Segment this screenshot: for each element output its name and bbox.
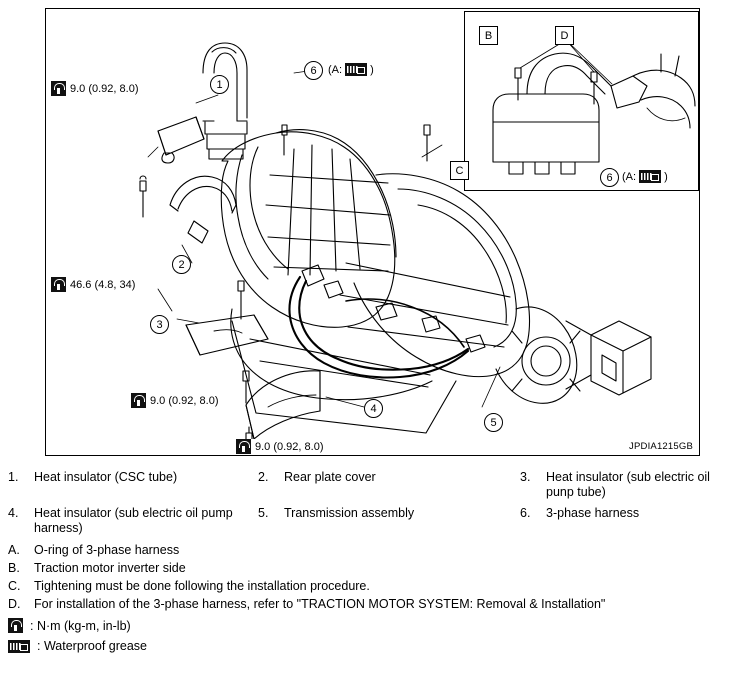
- figure-code: JPDIA1215GB: [629, 441, 693, 452]
- legend-note-d-text: For installation of the 3-phase harness, refer to "TRACTION MOTOR SYSTEM: Removal & Installation": [34, 597, 606, 611]
- a-mark-inset: [622, 170, 668, 183]
- symbol-grease-text: : Waterproof grease: [37, 639, 148, 653]
- legend-item-6-number: 6.: [520, 506, 531, 520]
- callout-3: 3: [150, 315, 169, 334]
- grease-icon-main: [345, 63, 367, 76]
- legend-item-6-text: 3-phase harness: [546, 506, 640, 520]
- symbol-torque-text: : N·m (kg-m, in-lb): [30, 618, 131, 633]
- legend-note-d: [8, 597, 730, 612]
- legend-item-2-text: Rear plate cover: [284, 470, 376, 484]
- legend-item-3-number: 3.: [520, 470, 531, 484]
- a-mark-close-main: ): [370, 63, 374, 76]
- legend-item-5-number: 5.: [258, 506, 269, 520]
- torque-value-1: 9.0 (0.92, 8.0): [70, 82, 139, 95]
- legend-item-5-text: Transmission assembly: [284, 506, 415, 520]
- torque-label-1: [51, 81, 139, 96]
- torque-value-3: 9.0 (0.92, 8.0): [150, 394, 219, 407]
- legend-item-1: [8, 470, 258, 500]
- legend-notes: [8, 543, 730, 612]
- grease-icon-inset: [639, 170, 661, 183]
- callout-6-inset: 6: [600, 168, 619, 187]
- legend-note-a: [8, 543, 730, 558]
- torque-label-4: [236, 439, 324, 454]
- letter-callout-b: B: [479, 26, 498, 45]
- letter-callout-d: D: [555, 26, 574, 45]
- grease-icon-legend: [8, 640, 30, 653]
- symbol-row-grease: [8, 639, 730, 653]
- torque-icon-4: [236, 439, 251, 454]
- figure-frame: [45, 8, 700, 456]
- legend-note-d-key: D.: [8, 597, 21, 611]
- legend-item-4-text: Heat insulator (sub electric oil pump harness): [34, 506, 233, 535]
- legend-note-b-text: Traction motor inverter side: [34, 561, 186, 575]
- legend-item-1-number: 1.: [8, 470, 19, 484]
- torque-label-2: [51, 277, 135, 292]
- legend-item-3: [520, 470, 730, 500]
- legend-note-c: [8, 579, 730, 594]
- legend-note-b: [8, 561, 730, 576]
- legend-item-3-text: Heat insulator (sub electric oil punp tube): [546, 470, 710, 499]
- torque-label-3: [131, 393, 219, 408]
- legend: [8, 470, 730, 653]
- callout-1: 1: [210, 75, 229, 94]
- legend-row-1: [8, 470, 730, 500]
- legend-note-a-text: O-ring of 3-phase harness: [34, 543, 180, 557]
- legend-item-4-number: 4.: [8, 506, 19, 520]
- callout-2: 2: [172, 255, 191, 274]
- legend-item-5: [258, 506, 520, 536]
- torque-icon-1: [51, 81, 66, 96]
- legend-item-2: [258, 470, 520, 500]
- a-mark-open-inset: (A:: [622, 170, 637, 183]
- a-mark-main: [328, 63, 374, 76]
- legend-item-2-number: 2.: [258, 470, 269, 484]
- torque-value-4: 9.0 (0.92, 8.0): [255, 440, 324, 453]
- callout-6-main: 6: [304, 61, 323, 80]
- torque-icon-2: [51, 277, 66, 292]
- legend-item-6: [520, 506, 730, 536]
- letter-callout-c: C: [450, 161, 469, 180]
- legend-note-c-text: Tightening must be done following the installation procedure.: [34, 579, 370, 593]
- callout-5: 5: [484, 413, 503, 432]
- legend-note-a-key: A.: [8, 543, 20, 557]
- torque-icon-legend: [8, 618, 23, 633]
- a-mark-close-inset: ): [664, 170, 668, 183]
- symbol-row-torque: [8, 618, 730, 633]
- legend-row-2: [8, 506, 730, 536]
- inset-detail-frame: [464, 11, 699, 191]
- legend-note-c-key: C.: [8, 579, 21, 593]
- legend-item-1-text: Heat insulator (CSC tube): [34, 470, 178, 484]
- torque-icon-3: [131, 393, 146, 408]
- inset-illustration: [465, 12, 698, 190]
- torque-value-2: 46.6 (4.8, 34): [70, 278, 136, 291]
- callout-4: 4: [364, 399, 383, 418]
- a-mark-open-main: (A:: [328, 63, 343, 76]
- legend-note-b-key: B.: [8, 561, 20, 575]
- legend-item-4: [8, 506, 258, 536]
